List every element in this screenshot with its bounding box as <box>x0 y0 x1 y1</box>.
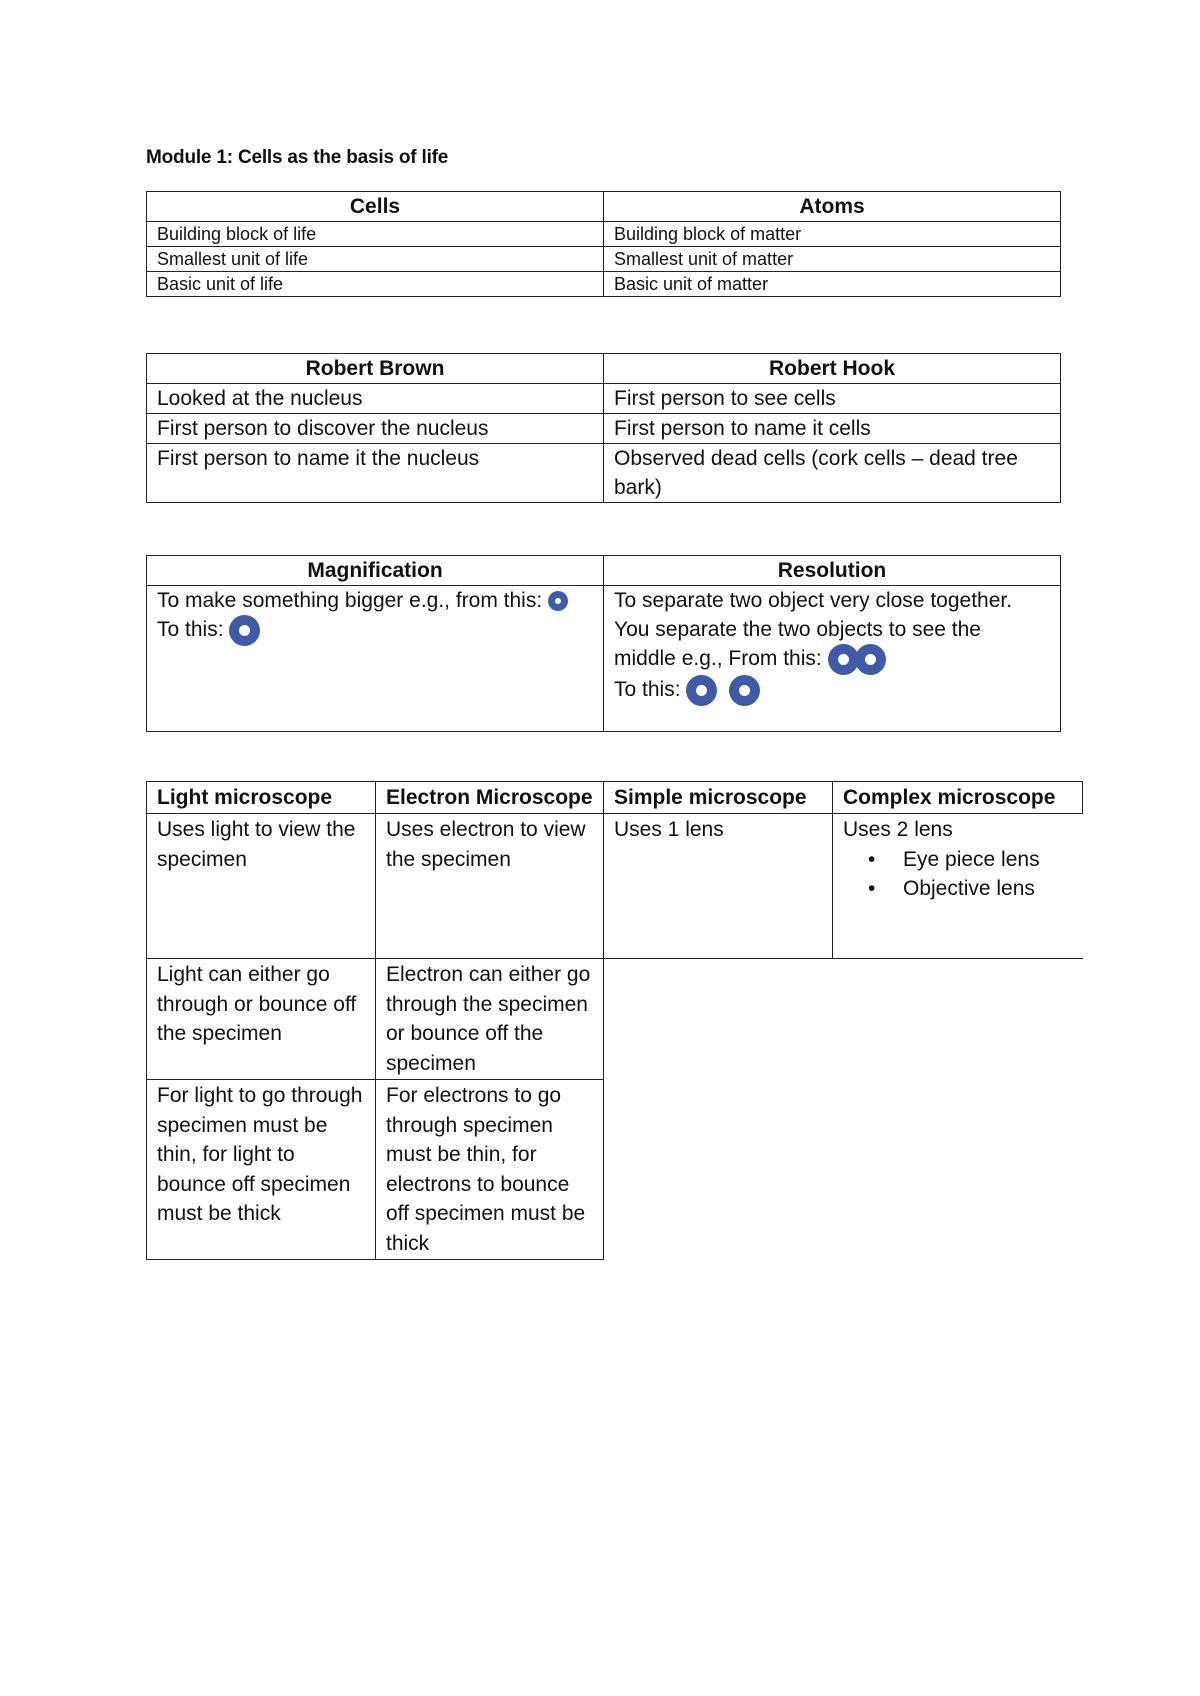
cell-icon <box>729 675 760 706</box>
table-cell: Smallest unit of life <box>147 247 604 272</box>
table-cell: First person to name it the nucleus <box>147 444 604 503</box>
table-header: Robert Brown <box>147 354 604 384</box>
resolution-cell <box>604 586 1061 732</box>
table-header: Light microscope <box>147 782 376 814</box>
table-cell: Observed dead cells (cork cells – dead tree bark) <box>604 444 1061 503</box>
table-cell: Electron can either go through the specimen or bounce off the specimen <box>376 959 604 1080</box>
table-cell: Basic unit of matter <box>604 272 1061 297</box>
table-cell: First person to see cells <box>604 384 1061 414</box>
table-row <box>147 414 1061 444</box>
table-cell: Uses light to view the specimen <box>147 814 376 959</box>
table-cell: Basic unit of life <box>147 272 604 297</box>
table-cell: Building block of matter <box>604 222 1061 247</box>
cells-atoms-table <box>146 191 1061 297</box>
complex-cell <box>833 814 1083 959</box>
table-cell: First person to name it cells <box>604 414 1061 444</box>
table-cell: For light to go through specimen must be thin, for light to bounce off specimen must be thick <box>147 1080 376 1260</box>
page-title: Module 1: Cells as the basis of life <box>146 147 449 168</box>
small-cell-icon <box>548 591 568 611</box>
magnification-resolution-table <box>146 555 1061 732</box>
table-cell-text: Uses 2 lens <box>843 818 953 841</box>
table-header: Electron Microscope <box>376 782 604 814</box>
table-row <box>147 814 1083 959</box>
table-cell: First person to discover the nucleus <box>147 414 604 444</box>
table-row <box>147 444 1061 503</box>
table-row <box>147 384 1061 414</box>
table-header: Robert Hook <box>604 354 1061 384</box>
table-row <box>147 1080 1083 1260</box>
microscope-table <box>146 781 1083 1260</box>
magnification-cell <box>147 586 604 732</box>
list-item: • Eye piece lens <box>903 845 1051 875</box>
list-item: • Objective lens <box>903 874 1051 904</box>
res-text-2: You separate the two objects to see the <box>614 618 981 641</box>
table-cell: Looked at the nucleus <box>147 384 604 414</box>
table-row <box>147 586 1061 732</box>
cell-icon <box>828 644 859 675</box>
res-text-4: To this: <box>614 678 681 702</box>
table-header: Atoms <box>604 192 1061 222</box>
table-header: Cells <box>147 192 604 222</box>
table-header: Magnification <box>147 556 604 586</box>
mag-text-2: To this: <box>157 618 224 642</box>
table-row <box>147 959 1083 1080</box>
mag-text-1: To make something bigger e.g., from this: <box>157 589 543 612</box>
brown-hook-table <box>146 353 1061 503</box>
res-text-3: middle e.g., From this: <box>614 647 822 671</box>
table-cell: Uses electron to view the specimen <box>376 814 604 959</box>
lens-list <box>843 845 1051 904</box>
table-header: Simple microscope <box>604 782 833 814</box>
big-cell-icon <box>229 615 260 646</box>
table-row <box>147 247 1061 272</box>
table-header: Complex microscope <box>833 782 1083 814</box>
res-text-1: To separate two object very close together. <box>614 589 1013 612</box>
table-row <box>147 272 1061 297</box>
table-cell: Light can either go through or bounce off the specimen <box>147 959 376 1080</box>
table-row <box>147 222 1061 247</box>
table-cell: For electrons to go through specimen must be thin, for electrons to bounce off specimen must be thick <box>376 1080 604 1260</box>
table-cell: Building block of life <box>147 222 604 247</box>
table-header: Resolution <box>604 556 1061 586</box>
cell-icon <box>855 644 886 675</box>
table-cell: Uses 1 lens <box>604 814 833 959</box>
cell-icon <box>686 675 717 706</box>
table-cell: Smallest unit of matter <box>604 247 1061 272</box>
